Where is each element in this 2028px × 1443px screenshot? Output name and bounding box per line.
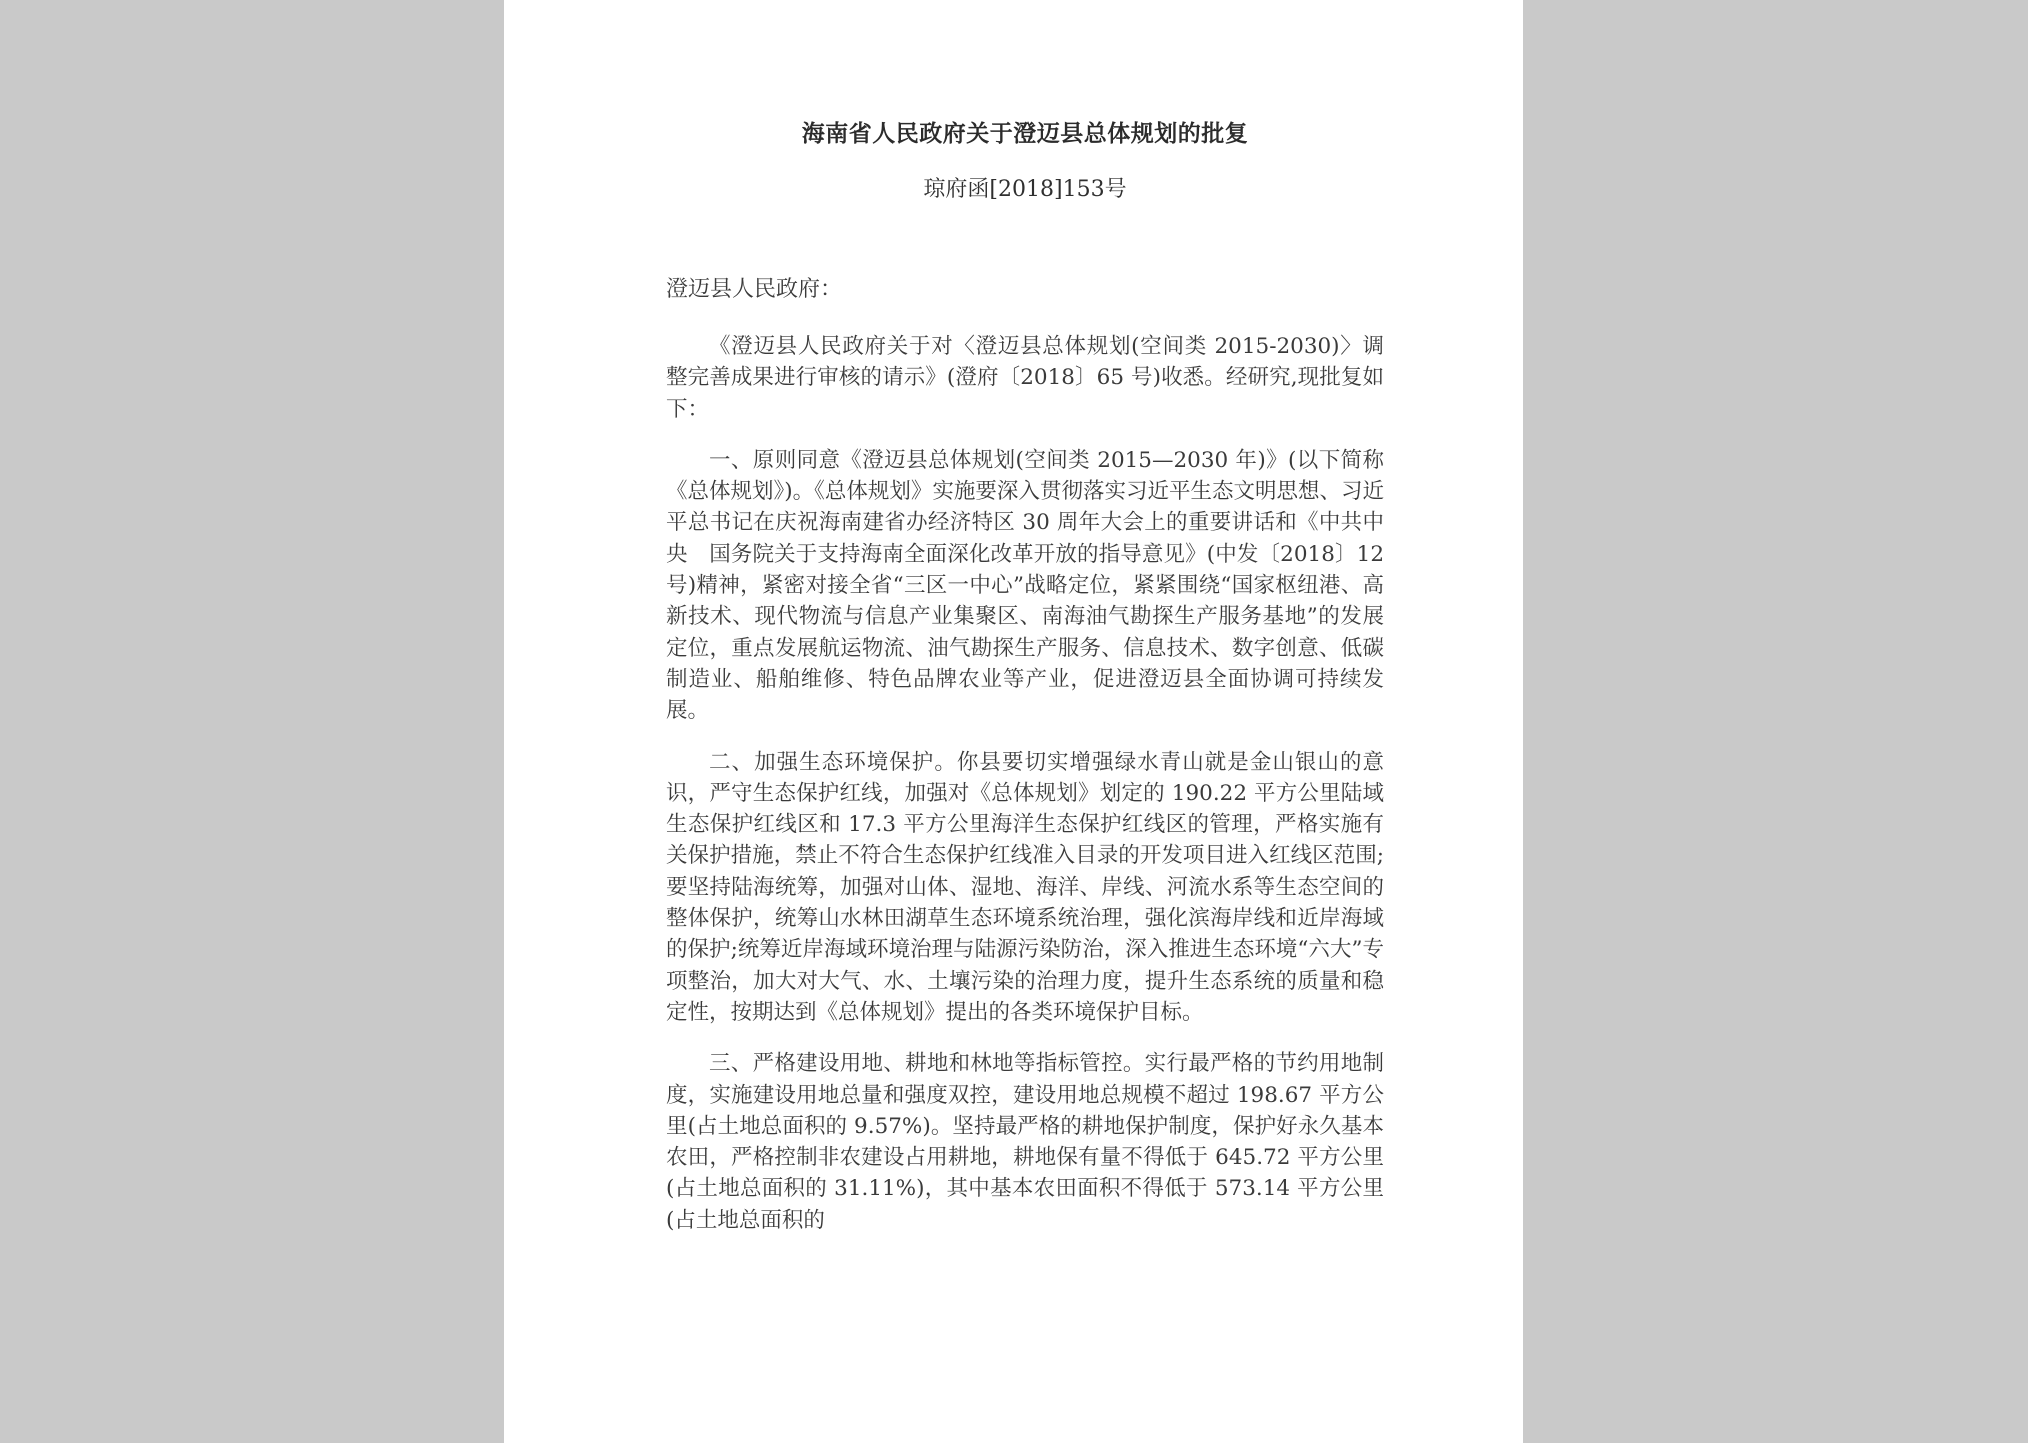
paragraph-2-ecology: 二、加强生态环境保护。你县要切实增强绿水青山就是金山银山的意识，严守生态保护红线，加强对《总体规划》划定的 190.22 平方公里陆域生态保护红线区和 17.3 平方公里海洋生态保护红线区的管理，严格实施有关保护措施，禁止不符合生态保护红线准入目录的开发项目进入红线区范围;要坚持陆海统筹，加强对山体、湿地、海洋、岸线、河流水系等生态空间的整体保护，统筹山水林田湖草生态环境系统治理，强化滨海岸线和近岸海域的保护;统筹近岸海域环境治理与陆源污染防治，深入推进生态环境“六大”专项整治，加大对大气、水、土壤污染的治理力度，提升生态系统的质量和稳定性，按期达到《总体规划》提出的各类环境保护目标。 bbox=[666, 749, 1384, 1025]
document-title: 海南省人民政府关于澄迈县总体规划的批复 bbox=[801, 120, 1249, 147]
document-page bbox=[504, 0, 1523, 1443]
addressee: 澄迈县人民政府： bbox=[666, 277, 843, 302]
paragraph-1-approval: 一、原则同意《澄迈县总体规划(空间类 2015—2030 年)》(以下简称《总体规划》)。《总体规划》实施要深入贯彻落实习近平生态文明思想、习近平总书记在庆祝海南建省办经济特区 30 周年大会上的重要讲话和《中共中央 国务院关于支持海南全面深化改革开放的指导意见》(中发〔2018〕12 号)精神，紧密对接全省“三区一中心”战略定位，紧紧围绕“国家枢纽港、高新技术、现代物流与信息产业集聚区、南海油气勘探生产服务基地”的发展定位，重点发展航运物流、油气勘探生产服务、信息技术、数字创意、低碳制造业、船舶维修、特色品牌农业等产业，促进澄迈县全面协调可持续发展。 bbox=[666, 447, 1384, 724]
paragraph-receipt: 《澄迈县人民政府关于对〈澄迈县总体规划(空间类 2015-2030)〉调整完善成果进行审核的请示》(澄府〔2018〕65 号)收悉。经研究,现批复如下： bbox=[666, 334, 1384, 422]
document-body bbox=[666, 118, 1384, 1236]
paragraph-3-land-control: 三、严格建设用地、耕地和林地等指标管控。实行最严格的节约用地制度，实施建设用地总量和强度双控，建设用地总规模不超过 198.67 平方公里(占土地总面积的 9.57%)。坚持最严格的耕地保护制度，保护好永久基本农田，严格控制非农建设占用耕地，耕地保有量不得低于 645.72 平方公里(占土地总面积的 31.11%)，其中基本农田面积不得低于 573.14 平方公里(占土地总面积的 bbox=[666, 1051, 1384, 1233]
document-number: 琼府函[2018]153号 bbox=[923, 177, 1127, 202]
